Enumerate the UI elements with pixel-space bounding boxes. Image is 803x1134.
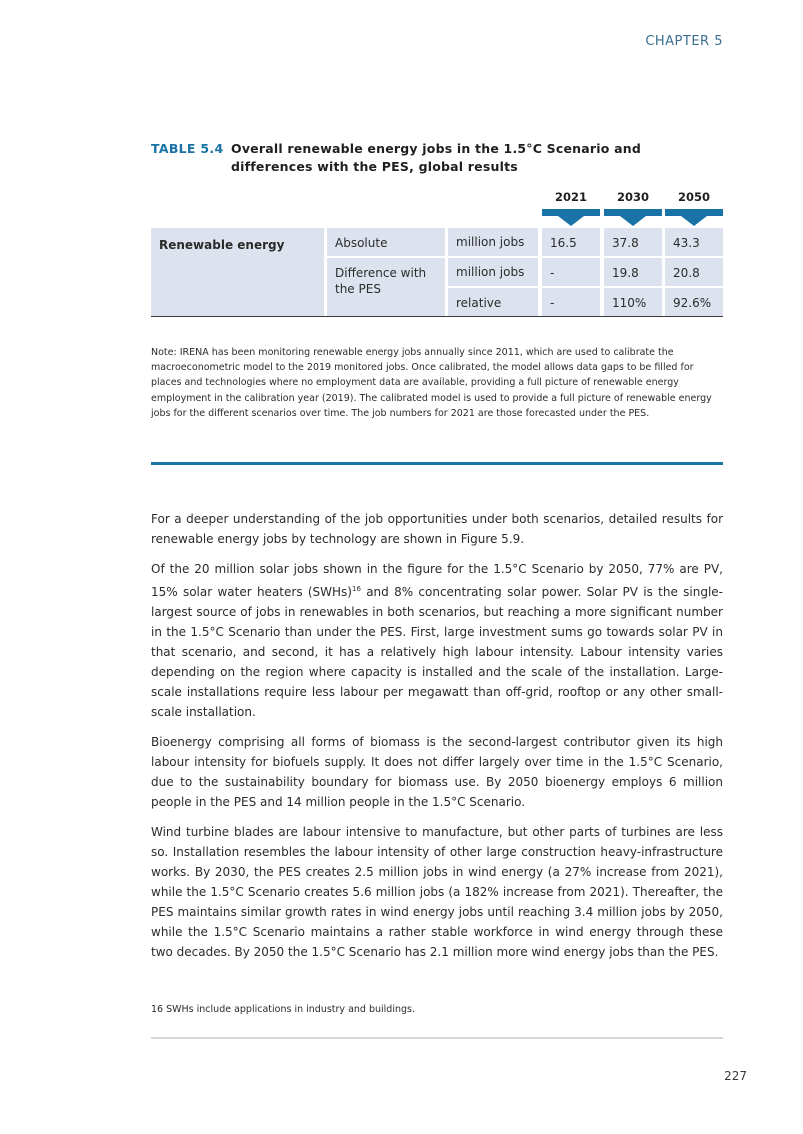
- body-text: [151, 509, 723, 972]
- value-r3-2021: -: [542, 288, 600, 316]
- value-r1-2021: 16.5: [542, 228, 600, 256]
- value-r2-2030: 19.8: [604, 258, 662, 286]
- value-r2-2050: 20.8: [665, 258, 723, 286]
- year-bar-2030: [604, 209, 662, 216]
- year-arrow-2030: [620, 216, 646, 226]
- paragraph-2: [151, 559, 723, 722]
- value-r2-2021: -: [542, 258, 600, 286]
- unit-row-2: million jobs: [448, 258, 538, 286]
- unit-row-1: million jobs: [448, 228, 538, 256]
- value-r3-2030: 110%: [604, 288, 662, 316]
- paragraph-2-part-a: Of the 20 million solar jobs shown in the figure for the 1.5°C Scenario by 2050, 77% are PV, 15% solar water heaters (SWHs): [151, 562, 723, 599]
- footnote-ref-16[interactable]: 16: [351, 585, 361, 593]
- value-r1-2050: 43.3: [665, 228, 723, 256]
- year-header-2050: 2050: [677, 190, 710, 204]
- year-bar-2021: [542, 209, 600, 216]
- paragraph-2-part-b: and 8% concentrating solar power. Solar PV is the single-largest source of jobs in renewables in both scenarios, but reaching a more significant number in the 1.5°C Scenario than under the PES. First, large investment sums go towards solar PV in that scenario, and second, it has a relatively high labour intensity. Labour intensity varies depending on the region where capacity is installed and the scale of the installation. Large-scale installations require less labour per megawatt than off-grid, rooftop or any other small-scale installation.: [151, 585, 723, 719]
- paragraph-4: Wind turbine blades are labour intensive to manufacture, but other parts of turbines are less so. Installation resembles the labour intensity of other large construction heavy-infrastructure works. By 2030, the PES creates 2.5 million jobs in wind energy (a 27% increase from 2021), while the 1.5°C Scenario creates 5.6 million jobs (a 182% increase from 2021). Thereafter, the PES maintains similar growth rates in wind energy jobs until reaching 3.4 million jobs by 2050, while the 1.5°C Scenario maintains a rather stable workforce in wind energy through these two decades. By 2050 the 1.5°C Scenario has 2.1 million more wind energy jobs than the PES.: [151, 825, 723, 959]
- chapter-header: CHAPTER 5: [645, 34, 723, 49]
- group-absolute: Absolute: [327, 228, 445, 256]
- value-r1-2030: 37.8: [604, 228, 662, 256]
- table-bottom-rule: [151, 316, 723, 317]
- table-note: Note: IRENA has been monitoring renewable energy jobs annually since 2011, which are used to calibrate the macroeconometric model to the 2019 monitored jobs. Once calibrated, the model allows data gaps to be filled for places and technologies where no employment data are available, providing a full picture of renewable energy employment in the calibration year (2019). The calibrated model is used to provide a full picture of renewable energy jobs for the different scenarios over time. The job numbers for 2021 are those forecasted under the PES.: [151, 347, 712, 419]
- footnote-16: 16 SWHs include applications in industry and buildings.: [151, 1004, 415, 1015]
- group-difference: Difference with the PES: [327, 258, 445, 316]
- row-label-renewable-energy: Renewable energy: [151, 228, 324, 316]
- year-arrow-2050: [681, 216, 707, 226]
- year-header-2030: 2030: [616, 190, 649, 204]
- page-number: 227: [724, 1069, 747, 1083]
- table-title: Overall renewable energy jobs in the 1.5°C Scenario and differences with the PES, global results: [231, 141, 641, 174]
- table-caption: [151, 140, 726, 176]
- paragraph-1: For a deeper understanding of the job opportunities under both scenarios, detailed results for renewable energy jobs by technology are shown in Figure 5.9.: [151, 512, 723, 546]
- value-r3-2050: 92.6%: [665, 288, 723, 316]
- unit-row-3: relative: [448, 288, 538, 316]
- year-arrow-2021: [558, 216, 584, 226]
- footer-rule: [151, 1037, 723, 1039]
- year-bar-2050: [665, 209, 723, 216]
- section-divider: [151, 462, 723, 465]
- year-header-2021: 2021: [554, 190, 587, 204]
- paragraph-3: Bioenergy comprising all forms of biomass is the second-largest contributor given its high labour intensity for biofuels supply. It does not differ largely over time in the 1.5°C Scenario, due to the sustainability boundary for biomass use. By 2050 bioenergy employs 6 million people in the PES and 14 million people in the 1.5°C Scenario.: [151, 735, 723, 809]
- table-number: TABLE 5.4: [151, 141, 224, 156]
